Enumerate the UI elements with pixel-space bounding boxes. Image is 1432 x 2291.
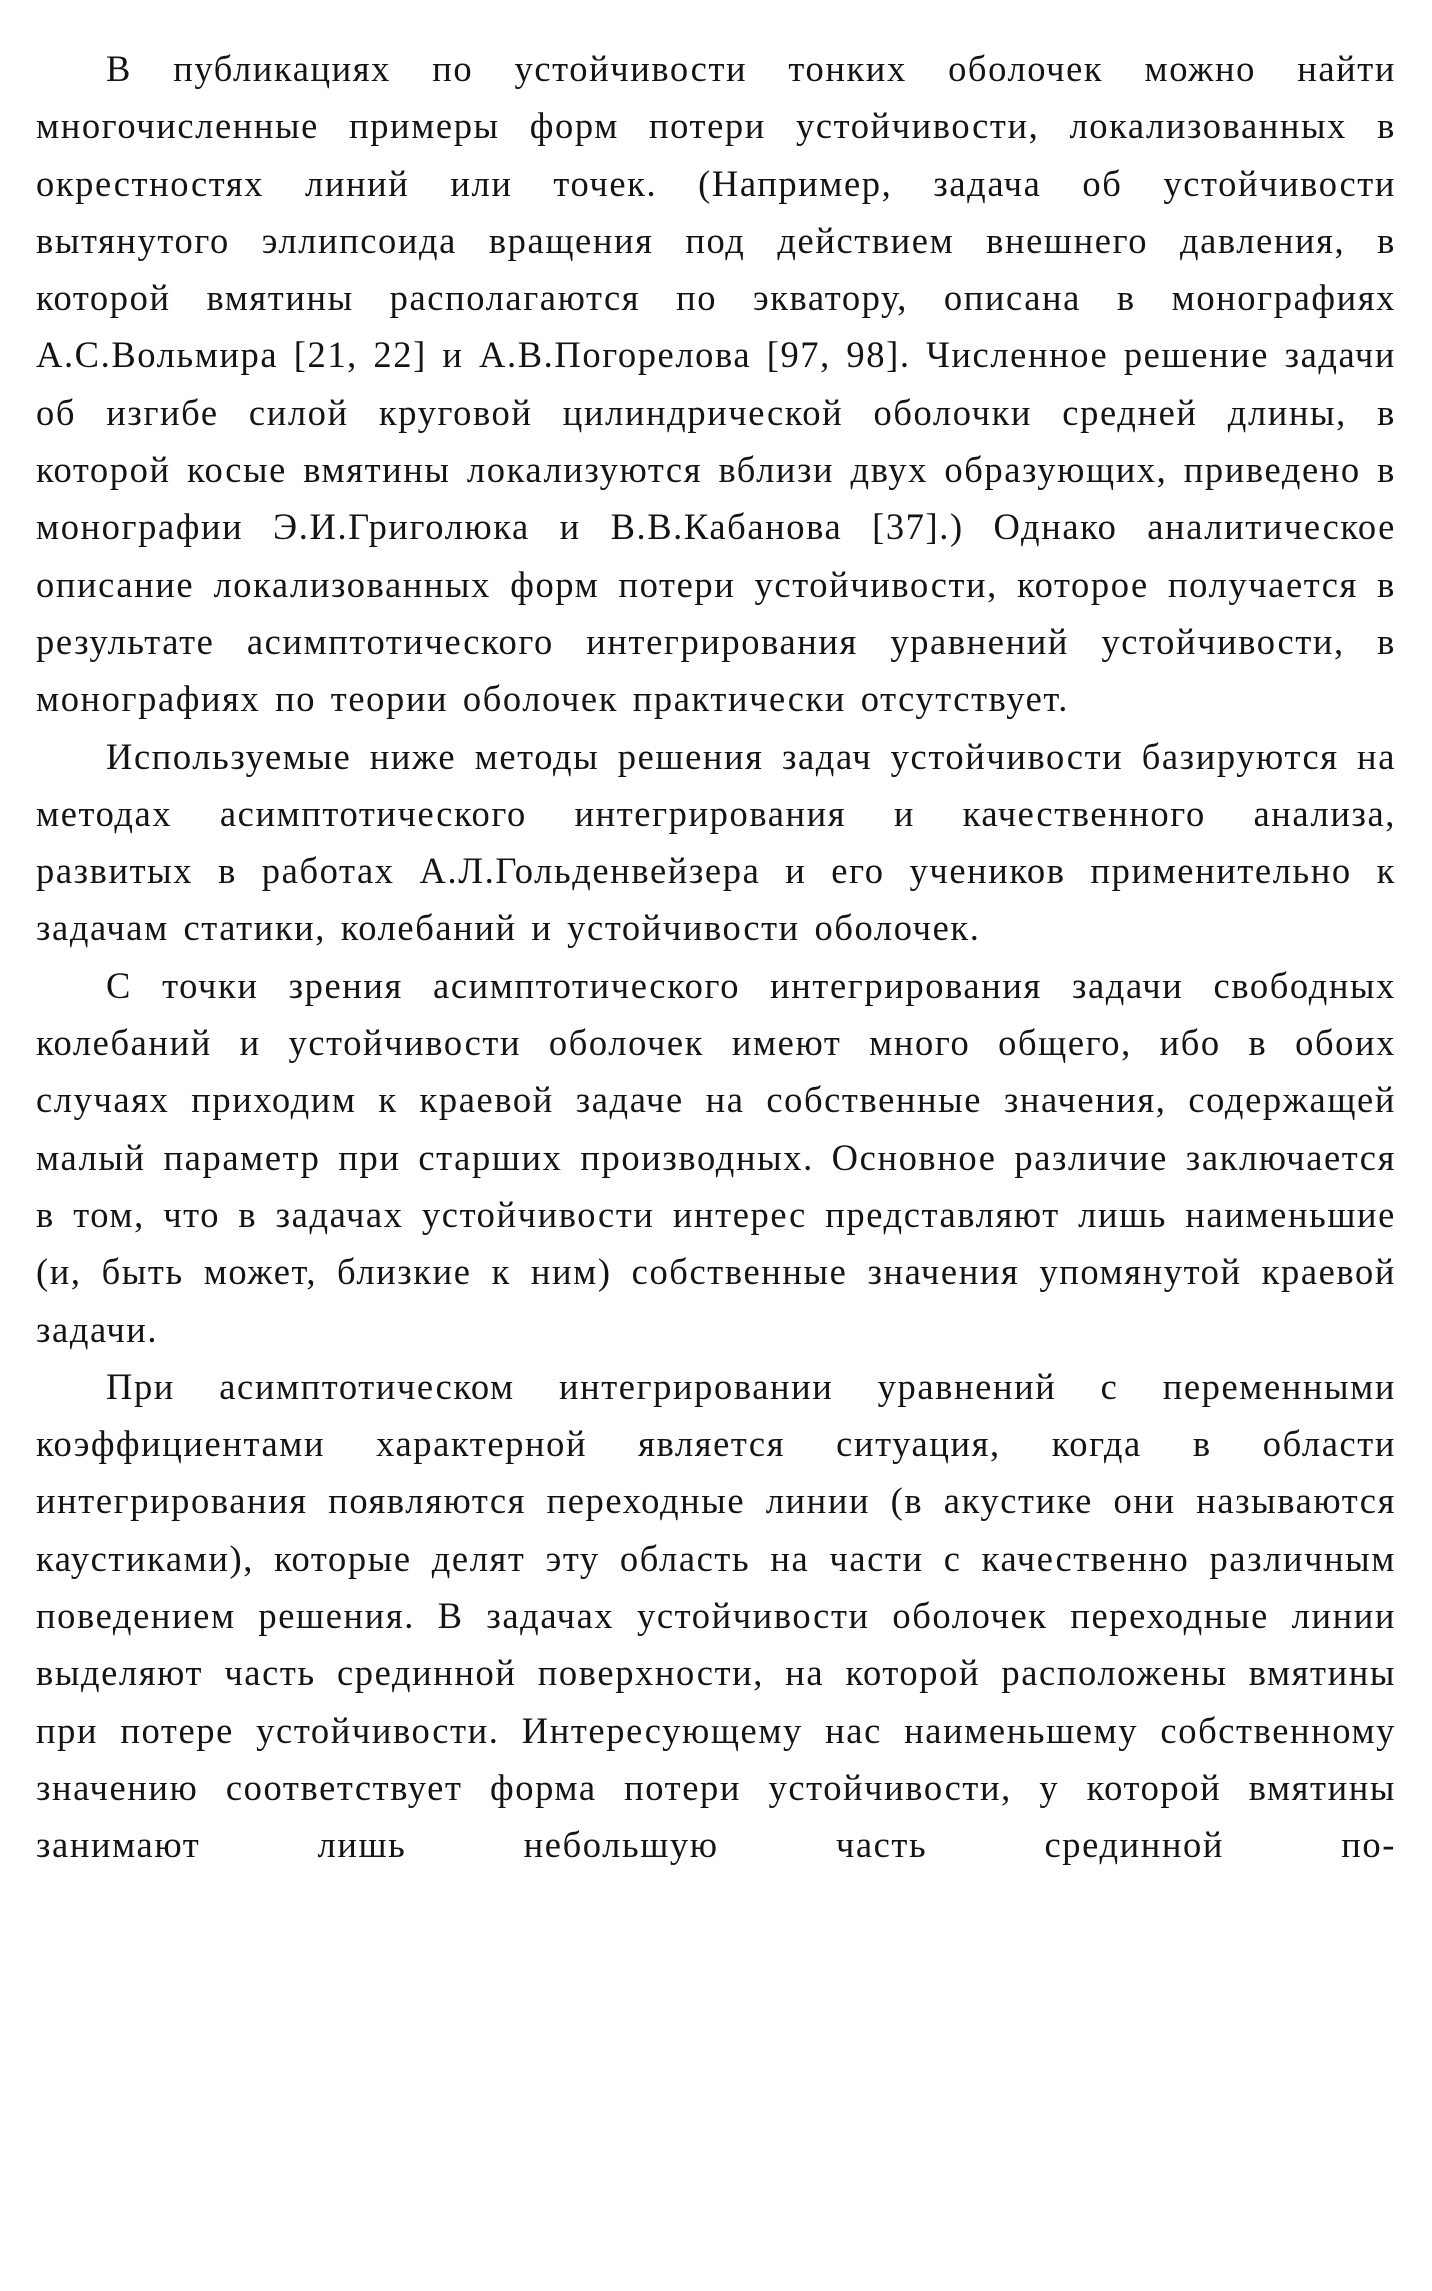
- paragraph-1: В публикациях по устойчивости тонких оболочек можно найти многочисленные примеры форм потери устойчивости, локализованных в окрестностях линий или точек. (Например, задача об устойчивости вытянутого эллипсоида вращения под действием внешнего давления, в которой вмятины располагаются по экватору, описана в монографиях А.С.Вольмира [21, 22] и А.В.Погорелова [97, 98]. Численное решение задачи об изгибе силой круговой цилиндрической оболочки средней длины, в которой косые вмятины локализуются вблизи двух образующих, приведено в монографии Э.И.Григолюка и В.В.Кабанова [37].) Однако аналитическое описание локализованных форм потери устойчивости, которое получается в результате асимптотического интегрирования уравнений устойчивости, в монографиях по теории оболочек практически отсутствует.: [36, 48, 1396, 720]
- paragraph-4: При асимптотическом интегрировании уравнений с переменными коэффициентами характерной является ситуация, когда в области интегрирования появляются переходные линии (в акустике они называются каустиками), которые делят эту область на части с качественно различным поведением решения. В задачах устойчивости оболочек переходные линии выделяют часть срединной поверхности, на которой расположены вмятины при потере устойчивости. Интересующему нас наименьшему собственному значению соответствует форма потери устойчивости, у которой вмятины занимают лишь небольшую часть срединной по-: [36, 1365, 1396, 1866]
- paragraph-3: С точки зрения асимптотического интегрирования задачи свободных колебаний и устойчивости оболочек имеют много общего, ибо в обоих случаях приходим к краевой задаче на собственные значения, содержащей малый параметр при старших производных. Основное различие заключается в том, что в задачах устойчивости интерес представляют лишь наименьшие (и, быть может, близкие к ним) собственные значения упомянутой краевой задачи.: [36, 964, 1396, 1350]
- paragraph-2: Используемые ниже методы решения задач устойчивости базируются на методах асимптотического интегрирования и качественного анализа, развитых в работах А.Л.Гольденвейзера и его учеников применительно к задачам статики, колебаний и устойчивости оболочек.: [36, 735, 1396, 949]
- document-page: [36, 40, 1396, 1874]
